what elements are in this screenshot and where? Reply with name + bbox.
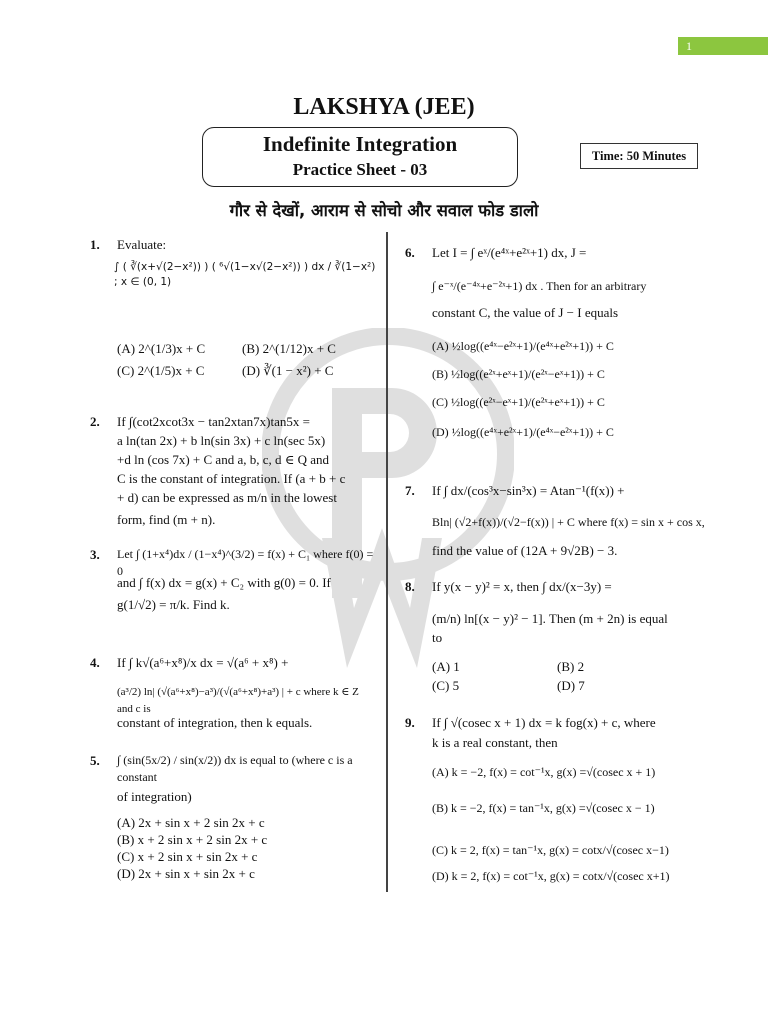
question-line: ∫ (sin(5x/2) / sin(x/2)) dx is equal to (where c is a constant xyxy=(117,753,353,784)
question-line: C is the constant of integration. If (a + b + c xyxy=(117,471,346,486)
option-c: (C) 2^(1/5)x + C xyxy=(117,363,205,378)
question-number: 6. xyxy=(405,245,415,260)
question-line: and ∫ f(x) dx = g(x) + C₂ with g(0) = 0. If xyxy=(117,575,331,590)
question-number: 2. xyxy=(90,414,100,429)
question-line: ∫ ( ∛(x+√(2−x²)) ) ( ⁶√(1−x√(2−x²)) ) dx / ∛(1−x²) ; x ∈ (0, 1) xyxy=(114,261,376,288)
question-line: If ∫ k√(a⁶+x⁸)/x dx = √(a⁶ + x⁸) + xyxy=(117,655,289,670)
question-line: If ∫ √(cosec x + 1) dx = k fog(x) + c, where xyxy=(432,715,656,730)
option-d: (D) k = 2, f(x) = cot⁻¹x, g(x) = cotx/√(cosec x+1) xyxy=(432,869,670,883)
question-line: g(1/√2) = π/k. Find k. xyxy=(117,597,230,612)
option-b: (B) 2 xyxy=(557,659,585,674)
question-number: 8. xyxy=(405,579,415,594)
question-line: If ∫ dx/(cos³x−sin³x) = Atan⁻¹(f(x)) + xyxy=(432,483,625,498)
option-c: (C) ½log((e²ˣ−eˣ+1)/(e²ˣ+eˣ+1)) + C xyxy=(432,395,605,409)
question-number: 1. xyxy=(90,237,100,252)
question-line: (m/n) ln[(x − y)² − 1]. Then (m + 2n) is equal xyxy=(432,611,668,626)
question-number: 4. xyxy=(90,655,100,670)
question-line: + d) can be expressed as m/n in the lowest xyxy=(117,490,337,505)
option-d: (D) 7 xyxy=(557,678,585,693)
question-line: of integration) xyxy=(117,789,192,804)
page-number: 1 xyxy=(678,37,768,55)
question-line: Let I = ∫ eˣ/(e⁴ˣ+e²ˣ+1) dx, J = xyxy=(432,245,587,260)
option-b: (B) x + 2 sin x + 2 sin 2x + c xyxy=(117,832,268,847)
question-line: find the value of (12A + 9√2B) − 3. xyxy=(432,543,618,558)
question-number: 3. xyxy=(90,547,100,562)
question-number: 5. xyxy=(90,753,100,768)
option-d: (D) ∛(1 − x²) + C xyxy=(242,363,334,378)
question-line: (a³/2) ln| (√(a⁶+x⁸)−a³)/(√(a⁶+x⁸)+a³) | + c where k ∈ Z and c is xyxy=(117,686,359,715)
sheet-subtitle: Practice Sheet - 03 xyxy=(292,160,428,179)
column-divider xyxy=(386,232,388,892)
question-line: If y(x − y)² = x, then ∫ dx/(x−3y) = xyxy=(432,579,612,594)
title-box xyxy=(202,127,518,187)
question-line: +d ln (cos 7x) + C and a, b, c, d ∈ Q and xyxy=(117,452,330,467)
question-line: k is a real constant, then xyxy=(432,735,558,750)
page-title: LAKSHYA (JEE) xyxy=(293,94,475,120)
hindi-slogan: गौर से देखों, आराम से सोचो और सवाल फोड डालो xyxy=(229,201,539,220)
time-badge: Time: 50 Minutes xyxy=(580,143,698,169)
option-d: (D) 2x + sin x + sin 2x + c xyxy=(117,866,255,881)
question-line: to xyxy=(432,630,443,645)
option-a: (A) 2^(1/3)x + C xyxy=(117,341,206,356)
question-line: If ∫(cot2xcot3x − tan2xtan7x)tan5x = xyxy=(117,414,310,429)
question-number: 9. xyxy=(405,715,415,730)
question-line: ∫ e⁻ˣ/(e⁻⁴ˣ+e⁻²ˣ+1) dx . Then for an arbitrary xyxy=(432,279,647,293)
question-line: constant C, the value of J − I equals xyxy=(432,305,619,320)
question-line: a ln(tan 2x) + b ln(sin 3x) + c ln(sec 5x) xyxy=(117,433,326,448)
option-b: (B) ½log((e²ˣ+eˣ+1)/(e²ˣ−eˣ+1)) + C xyxy=(432,367,605,381)
option-b: (B) 2^(1/12)x + C xyxy=(242,341,336,356)
question-line: Evaluate: xyxy=(117,237,167,252)
option-a: (A) k = −2, f(x) = cot⁻¹x, g(x) =√(cosec x + 1) xyxy=(432,765,656,779)
option-a: (A) 2x + sin x + 2 sin 2x + c xyxy=(117,815,265,830)
option-a: (A) 1 xyxy=(432,659,460,674)
option-b: (B) k = −2, f(x) = tan⁻¹x, g(x) =√(cosec x − 1) xyxy=(432,801,655,815)
topic-title: Indefinite Integration xyxy=(262,132,458,156)
question-line: form, find (m + n). xyxy=(117,512,216,527)
option-d: (D) ½log((e⁴ˣ+e²ˣ+1)/(e⁴ˣ−e²ˣ+1)) + C xyxy=(432,425,614,439)
question-line: Let ∫ (1+x⁴)dx / (1−x⁴)^(3/2) = f(x) + C₁ where f(0) = 0 xyxy=(117,547,374,578)
question-line: Bln| (√2+f(x))/(√2−f(x)) | + C where f(x) = sin x + cos x, xyxy=(432,515,705,529)
option-c: (C) x + 2 sin x + sin 2x + c xyxy=(117,849,258,864)
question-number: 7. xyxy=(405,483,415,498)
option-c: (C) 5 xyxy=(432,678,460,693)
option-c: (C) k = 2, f(x) = tan⁻¹x, g(x) = cotx/√(cosec x−1) xyxy=(432,843,669,857)
question-line: constant of integration, then k equals. xyxy=(117,715,313,730)
option-a: (A) ½log((e⁴ˣ−e²ˣ+1)/(e⁴ˣ+e²ˣ+1)) + C xyxy=(432,339,614,353)
